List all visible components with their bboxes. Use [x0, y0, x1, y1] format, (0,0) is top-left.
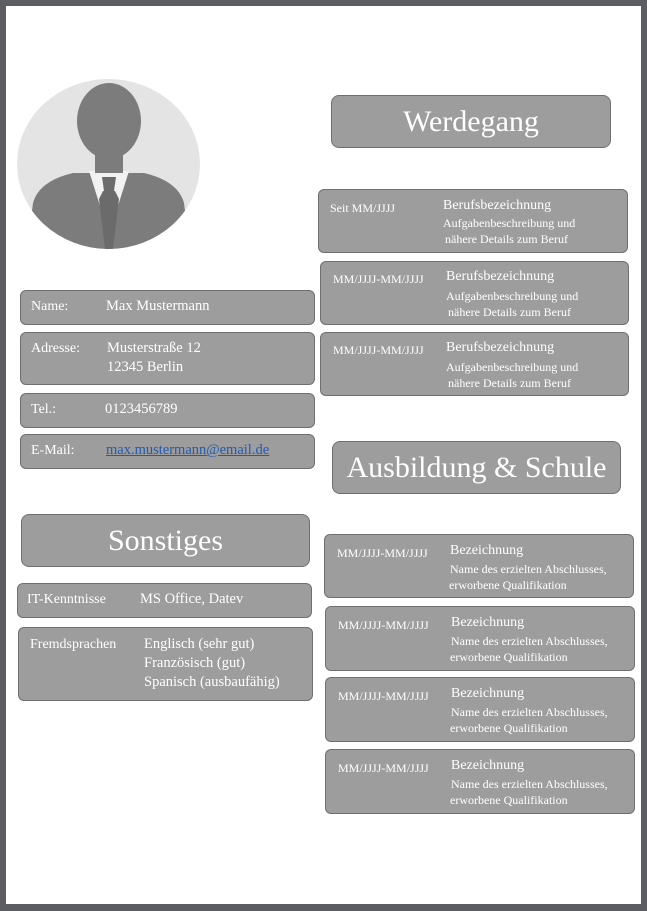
address-line1: Musterstraße 12: [107, 340, 201, 356]
education-date: MM/JJJJ-MM/JJJJ: [338, 761, 429, 775]
education-title: Bezeichnung: [451, 615, 525, 630]
languages-label: Fremdsprachen: [30, 637, 117, 652]
education-title: Bezeichnung: [451, 686, 525, 701]
education-desc: Name des erzielten Abschlusses,: [451, 634, 608, 648]
address-line2: 12345 Berlin: [107, 359, 184, 375]
profile-photo-placeholder: [17, 79, 200, 249]
ausbildung-heading: Ausbildung & Schule: [332, 441, 621, 494]
education-entry: [325, 606, 635, 671]
email-label: E-Mail:: [31, 443, 75, 458]
career-desc: Aufgabenbeschreibung und: [446, 360, 579, 374]
werdegang-heading: Werdegang: [331, 95, 611, 148]
career-date: MM/JJJJ-MM/JJJJ: [333, 343, 424, 357]
phone-label: Tel.:: [31, 402, 57, 417]
education-date: MM/JJJJ-MM/JJJJ: [338, 689, 429, 703]
it-skills-box: [17, 583, 312, 618]
career-date: Seit MM/JJJJ: [330, 201, 396, 215]
name-value: Max Mustermann: [106, 298, 210, 314]
education-desc: Name des erzielten Abschlusses,: [451, 777, 608, 791]
language-item: Englisch (sehr gut): [144, 636, 255, 652]
education-desc: erworbene Qualifikation: [450, 650, 568, 664]
education-date: MM/JJJJ-MM/JJJJ: [337, 546, 428, 560]
education-desc: erworbene Qualifikation: [450, 721, 568, 735]
name-label: Name:: [31, 299, 69, 314]
email-box: [20, 434, 315, 469]
it-skills-value: MS Office, Datev: [140, 591, 244, 607]
career-desc: nähere Details zum Beruf: [448, 305, 571, 319]
phone-box: [20, 393, 315, 428]
language-item: Französisch (gut): [144, 655, 246, 671]
phone-value: 0123456789: [105, 401, 178, 417]
language-item: Spanisch (ausbaufähig): [144, 674, 280, 690]
career-title: Berufsbezeichnung: [446, 269, 555, 284]
education-desc: erworbene Qualifikation: [449, 578, 567, 592]
sonstiges-heading: Sonstiges: [21, 514, 310, 567]
address-label: Adresse:: [31, 341, 80, 356]
cv-page: [6, 6, 641, 904]
career-date: MM/JJJJ-MM/JJJJ: [333, 272, 424, 286]
career-entry: [320, 261, 629, 325]
education-entry: [325, 677, 635, 742]
career-entry: [318, 189, 628, 253]
languages-box: [18, 627, 313, 701]
name-box: [20, 290, 315, 325]
education-title: Bezeichnung: [451, 758, 525, 773]
career-desc: nähere Details zum Beruf: [445, 232, 568, 246]
education-desc: Name des erzielten Abschlusses,: [451, 705, 608, 719]
email-link[interactable]: max.mustermann@email.de: [106, 442, 270, 458]
career-desc: Aufgabenbeschreibung und: [443, 216, 576, 230]
career-title: Berufsbezeichnung: [446, 340, 555, 355]
education-date: MM/JJJJ-MM/JJJJ: [338, 618, 429, 632]
education-title: Bezeichnung: [450, 543, 524, 558]
education-entry: [324, 534, 634, 598]
career-desc: Aufgabenbeschreibung und: [446, 289, 579, 303]
career-desc: nähere Details zum Beruf: [448, 376, 571, 390]
address-box: [20, 332, 315, 385]
it-skills-label: IT-Kenntnisse: [27, 592, 106, 607]
career-title: Berufsbezeichnung: [443, 198, 552, 213]
education-entry: [325, 749, 635, 814]
education-desc: erworbene Qualifikation: [450, 793, 568, 807]
career-entry: [320, 332, 629, 396]
education-desc: Name des erzielten Abschlusses,: [450, 562, 607, 576]
